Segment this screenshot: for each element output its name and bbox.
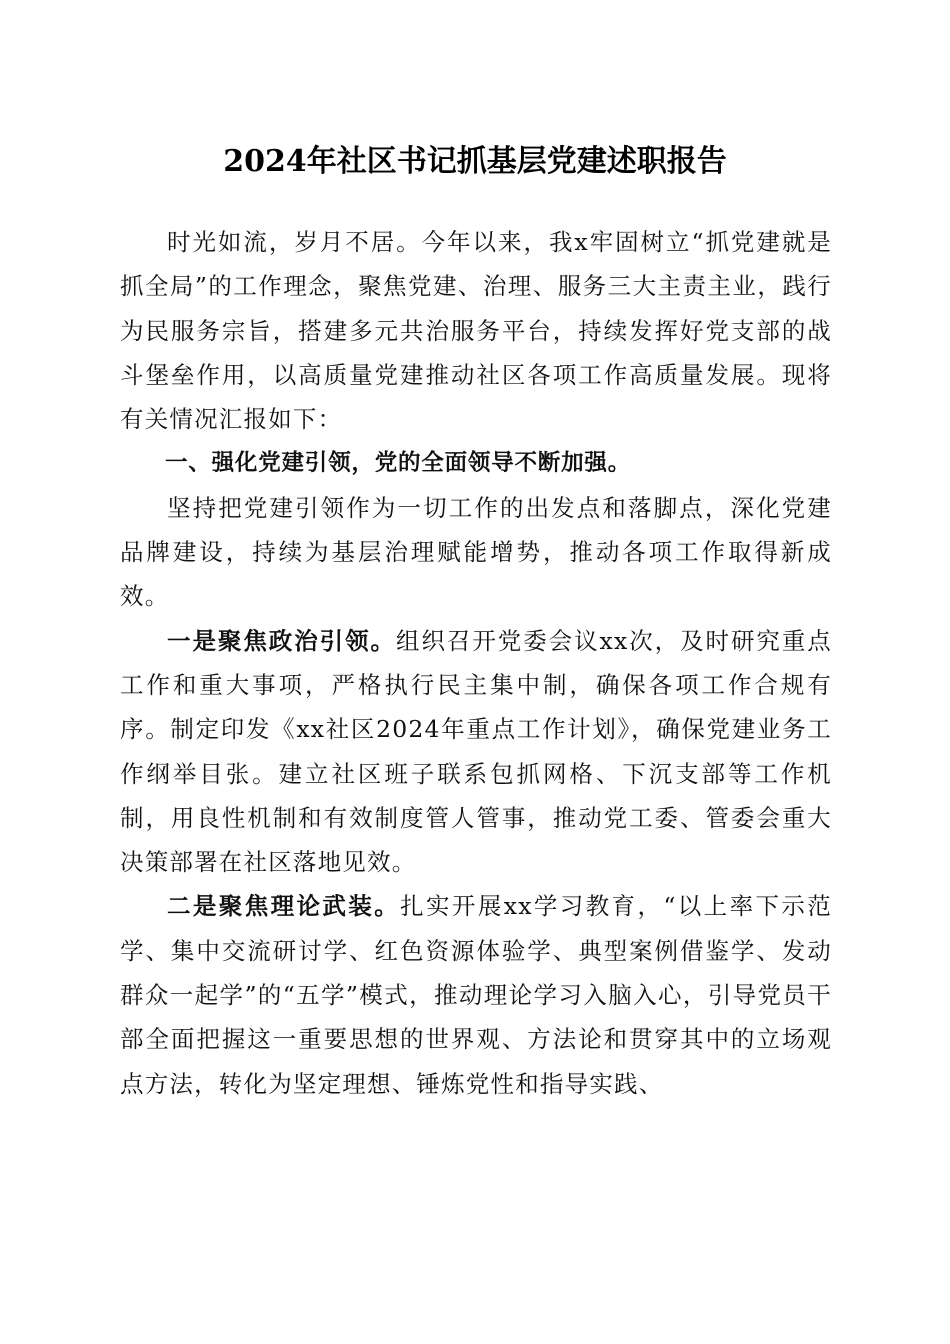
section-heading: 一、强化党建引领，党的全面领导不断加强。 <box>165 450 632 477</box>
point-one-text: 组织召开党委会议xx次，及时研究重点工作和重大事项，严格执行民主集中制，确保各项工作合规有序。制定印发《xx社区2024年重点工作计划》，确保党建业务工作纲举目张。建立社区班子联系包抓网格、下沉支部等工作机制，用良性机制和有效制度管人管事，推动党工委、管委会重大决策部署在社区落地见效。 <box>120 626 832 877</box>
document-title: 2024年社区书记抓基层党建述职报告 <box>223 144 727 179</box>
intro-paragraph: 时光如流，岁月不居。今年以来，我x牢固树立“抓党建就是抓全局”的工作理念，聚焦党建、治理、服务三大主责主业，践行为民服务宗旨，搭建多元共治服务平台，持续发挥好党支部的战斗堡垒作用，以高质量党建推动社区各项工作高质量发展。现将有关情况汇报如下： <box>120 228 832 434</box>
point-one-paragraph <box>120 619 832 885</box>
document-body <box>120 220 832 1106</box>
point-one-lead: 一是聚焦政治引领。 <box>167 626 396 655</box>
point-two-text: 扎实开展xx学习教育，“以上率下示范学、集中交流研讨学、红色资源体验学、典型案例借鉴学、发动群众一起学”的“五学”模式，推动理论学习入脑入心，引导党员干部全面把握这一重要思想的世界观、方法论和贯穿其中的立场观点方法，转化为坚定理想、锤炼党性和指导实践、 <box>120 892 832 1098</box>
point-two-lead: 二是聚焦理论武装。 <box>167 892 401 921</box>
point-two-paragraph <box>120 884 832 1105</box>
section-summary-paragraph: 坚持把党建引领作为一切工作的出发点和落脚点，深化党建品牌建设，持续为基层治理赋能增势，推动各项工作取得新成效。 <box>120 493 832 611</box>
